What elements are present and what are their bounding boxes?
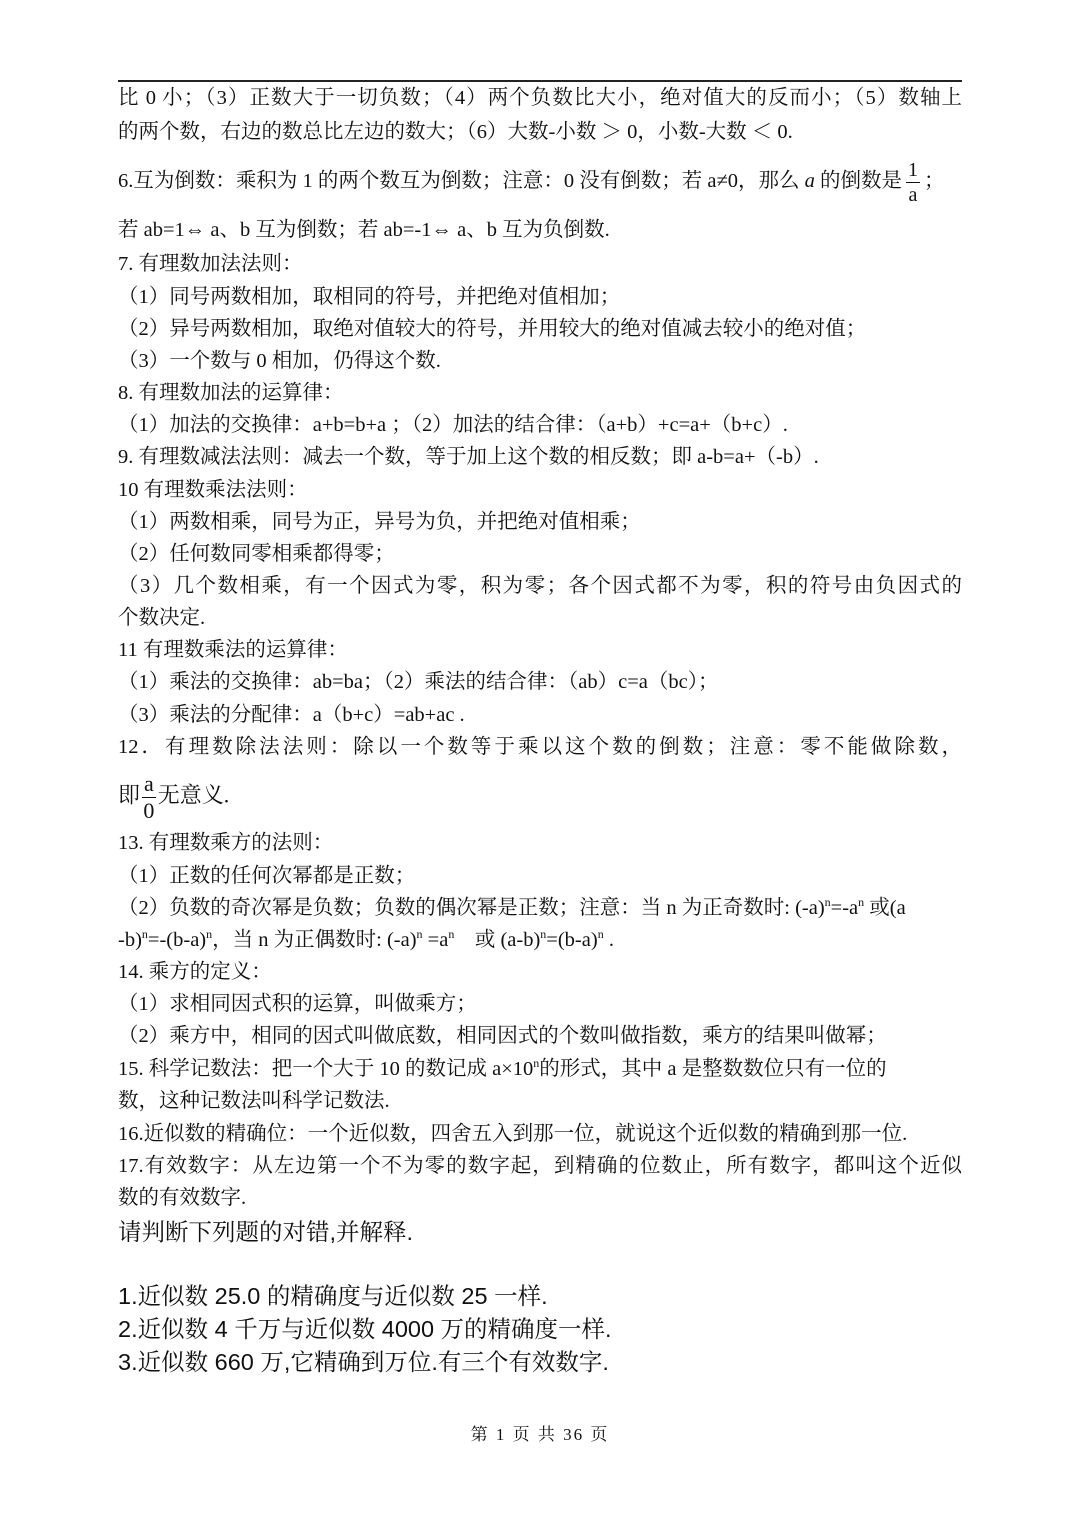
fraction-numerator: 1: [907, 159, 918, 181]
section-heading: 13. 有理数乘方的法则：: [118, 832, 334, 854]
text-segment: =a: [422, 929, 449, 951]
variable-a: a: [804, 170, 815, 193]
text-segment: 无意义.: [157, 782, 230, 808]
page-footer: 第 1 页 共 36 页: [470, 1425, 610, 1444]
section-heading: 7. 有理数加法法则：: [118, 253, 303, 275]
text-line: （1）同号两数相加，取相同的符号，并把绝对值相加；: [118, 286, 621, 308]
power-rule-line: [118, 894, 906, 922]
text-segment: =-a: [830, 897, 859, 919]
text-line: 个数决定.: [118, 607, 206, 629]
text-segment: 即: [118, 782, 141, 808]
scientific-notation-line: [118, 1055, 887, 1083]
text-segment: -b): [118, 929, 142, 951]
exponent-n: n: [206, 927, 213, 942]
text-line: （2）任何数同零相乘都得零；: [118, 543, 395, 565]
text-line: （1）求相同因式积的运算，叫做乘方；: [118, 993, 477, 1015]
exercise-item: 2.近似数 4 千万与近似数 4000 万的精确度一样.: [118, 1316, 612, 1342]
exponent-n: n: [533, 1056, 540, 1071]
section-heading: 12．有理数除法法则：除以一个数等于乘以这个数的倒数；注意：零不能做除数，: [118, 736, 962, 758]
text-segment: 或 (a-b): [454, 929, 541, 951]
section-heading: 11 有理数乘法的运算律：: [118, 639, 348, 661]
text-line: （1）加法的交换律：a+b=b+a ；（2）加法的结合律：（a+b）+c=a+（b+c）.: [118, 414, 788, 436]
text-segment: 的倒数是: [819, 170, 902, 193]
text-segment: .: [603, 929, 614, 951]
text-line: （1）正数的任何次幂都是正数；: [118, 865, 416, 887]
text-segment: （2）负数的奇次幂是负数；负数的偶次幂是正数；注意：当 n 为正奇数时: (-a): [118, 897, 825, 919]
text-line: （3）几个数相乘，有一个因式为零，积为零；各个因式都不为零，积的符号由负因式的: [118, 575, 962, 597]
text-line: 的两个数，右边的数总比左边的数大；（6）大数-小数 ＞ 0，小数-大数 ＜ 0.: [118, 121, 793, 143]
undefined-division-line: [118, 773, 229, 822]
text-segment: =-(b-a): [147, 929, 207, 951]
exercise-item: 1.近似数 25.0 的精确度与近似数 25 一样.: [118, 1283, 548, 1309]
header-rule: [118, 80, 962, 82]
text-segment: =(b-a): [546, 929, 598, 951]
reciprocal-definition-line: [118, 160, 944, 205]
fraction-one-over-a: [906, 160, 920, 205]
exponent-n: n: [416, 927, 423, 942]
text-segment: 15. 科学记数法：把一个大于 10 的数记成 a×10: [118, 1058, 534, 1080]
exponent-n: n: [448, 927, 455, 942]
text-line: 比 0 小；（3）正数大于一切负数；（4）两个负数比大小，绝对值大的反而小；（5）数轴上: [118, 87, 962, 109]
exercise-heading: 请判断下列题的对错,并解释.: [118, 1219, 414, 1245]
text-line: （3）乘法的分配律：a（b+c）=ab+ac .: [118, 704, 465, 726]
text-line: （2）异号两数相加，取绝对值较大的符号，并用较大的绝对值减去较小的绝对值；: [118, 318, 867, 340]
text-segment: 6.互为倒数：乘积为 1 的两个数互为倒数；注意：0 没有倒数；若 a≠0，那么: [118, 170, 800, 193]
fraction-a-over-zero: [142, 773, 156, 822]
section-heading: 9. 有理数减法法则：减去一个数，等于加上这个数的相反数；即 a-b=a+（-b）.: [118, 446, 819, 468]
exponent-n: n: [141, 927, 148, 942]
section-heading: 8. 有理数加法的运算律：: [118, 382, 344, 404]
fraction-numerator: a: [144, 771, 154, 796]
exponent-n: n: [824, 895, 831, 910]
text-segment: 的形式，其中 a 是整数数位只有一位的: [539, 1058, 887, 1080]
exponent-n: n: [858, 895, 865, 910]
text-line: 16.近似数的精确位：一个近似数，四舍五入到那一位，就说这个近似数的精确到那一位.: [118, 1123, 908, 1145]
text-segment: ；: [923, 170, 945, 193]
text-line: （1）两数相乘，同号为正，异号为负，并把绝对值相乘；: [118, 511, 641, 533]
text-line: 数的有效数字.: [118, 1187, 247, 1209]
text-line: （3）一个数与 0 相加，仍得这个数.: [118, 350, 441, 372]
exercise-item: 3.近似数 660 万,它精确到万位.有三个有效数字.: [118, 1349, 609, 1375]
section-heading: 10 有理数乘法法则：: [118, 479, 308, 501]
text-segment: 或(a: [864, 897, 906, 919]
text-line: 数，这种记数法叫科学记数法.: [118, 1090, 390, 1112]
section-heading: 14. 乘方的定义：: [118, 961, 272, 983]
text-line: （1）乘法的交换律：ab=ba；（2）乘法的结合律：（ab）c=a（bc）；: [118, 671, 719, 693]
exponent-n: n: [597, 927, 604, 942]
text-line: 若 ab=1⇔ a、b 互为倒数；若 ab=-1⇔ a、b 互为负倒数.: [118, 219, 610, 241]
fraction-denominator: 0: [143, 798, 155, 823]
text-segment: ，当 n 为正偶数时: (-a): [212, 929, 417, 951]
text-line: 17.有效数字：从左边第一个不为零的数字起，到精确的位数止，所有数字，都叫这个近似: [118, 1155, 962, 1177]
fraction-denominator: a: [908, 184, 918, 206]
power-rule-line: [118, 926, 614, 954]
text-line: （2）乘方中，相同的因式叫做底数，相同因式的个数叫做指数，乘方的结果叫做幂；: [118, 1025, 887, 1047]
exponent-n: n: [540, 927, 547, 942]
